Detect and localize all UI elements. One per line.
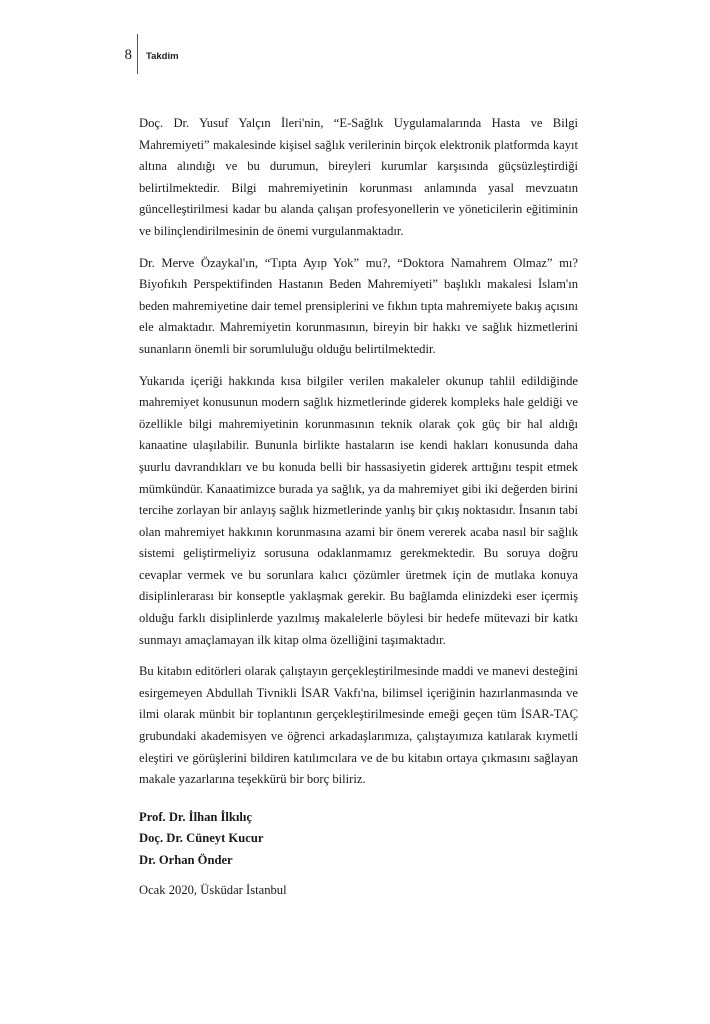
paragraph: Bu kitabın editörleri olarak çalıştayın gerçekleştirilmesinde maddi ve manevi desteğini esirgemeyen Abdullah Tivnikli İSAR Vakfı'na, bilimsel içeriğinin hazırlanmasında ve ilmi olarak münbit bir toplantının gerçekleştirilmesinde emeği geçen tüm İSAR-TAÇ grubundaki akademisyen ve öğrenci arkadaşlarımıza, çalıştayımıza katılarak kıymetli eleştiri ve görüşlerini bildiren katılımcılara ve de bu kitabın ortaya çıkmasını sağlayan makale yazarlarına teşekkürü bir borç biliriz. <box>139 664 578 787</box>
page-header <box>0 46 710 72</box>
place-date: Ocak 2020, Üsküdar İstanbul <box>139 882 287 897</box>
section-title: Takdim <box>146 51 179 62</box>
page-number: 8 <box>124 47 132 63</box>
header-divider <box>137 34 138 74</box>
editor-signatures <box>139 807 578 872</box>
editor-name: Prof. Dr. İlhan İlkılıç <box>139 809 253 824</box>
editor-name: Doç. Dr. Cüneyt Kucur <box>139 831 264 846</box>
paragraph: Yukarıda içeriği hakkında kısa bilgiler verilen makaleler okunup tahlil edildiğinde mahremiyet konusunun modern sağlık hizmetlerinde giderek kompleks hale geldiği ve özellikle bilgi mahremiyetinin korunmasının teknik olarak çok güç bir hal aldığı kanaatine ulaşılabilir. Bununla birlikte hastaların ise kendi hakları konusunda daha şuurlu davrandıkları ve bu konuda belli bir hassasiyetin giderek arttığını tespit etmek mümkündür. Kanaatimizce burada ya sağlık, ya da mahremiyet gibi iki değerden birini tercihe zorlayan bir anlayış sağlık hizmetlerinde yanlış bir çıkış noktasıdır. İnsanın tabi olan mahremiyet hakkının korunmasına azami bir önem vererek acaba nasıl bir sağlık sistemi geliştirmeliyiz sorusuna odaklanmamız gerekmektedir. Bu soruya doğru cevaplar vermek ve bu sorunlara kalıcı çözümler üretmek için de mutlaka konuya disiplinlerarası bir konseptle yaklaşmak gerekir. Bu bağlamda elinizdeki eser içermiş olduğu farklı disiplinlerde yazılmış makalelerle böylesi bir hedefe mütevazi bir katkı sunmayı amaçlamayan ilk kitap olma özelliğini taşımaktadır. <box>139 373 578 647</box>
body-text <box>139 113 578 901</box>
editor-name: Dr. Orhan Önder <box>139 853 233 867</box>
paragraph: Doç. Dr. Yusuf Yalçın İleri'nin, “E-Sağlık Uygulamalarında Hasta ve Bilgi Mahremiyeti” makalesinde kişisel sağlık verilerinin birçok elektronik platformda kayıt altına alındığı ve bu durumun, bireyleri kurumlar karşısında güçsüzleştirdiği belirtilmektedir. Bilgi mahremiyetinin korunması anlamında yasal mevzuatın güncelleştirilmesi kadar bu alanda çalışan profesyonellerin ve yöneticilerin eğitiminin ve bilinçlendirilmesinin de önemi vurgulanmaktadır. <box>139 116 578 238</box>
paragraph: Dr. Merve Özaykal'ın, “Tıpta Ayıp Yok” mu?, “Doktora Namahrem Olmaz” mı? Biyofıkıh Perspektifinden Hastanın Beden Mahremiyeti” başlıklı makalesi İslam'ın beden mahremiyetine dair temel prensiplerini ve fıkhın tıpta mahremiyete bakış açısını ele almaktadır. Mahremiyetin korunmasının, bireyin bir hakkı ve sağlık hizmetlerini sunanların önemli bir sorumluluğu olduğu belirtilmektedir. <box>139 255 578 356</box>
